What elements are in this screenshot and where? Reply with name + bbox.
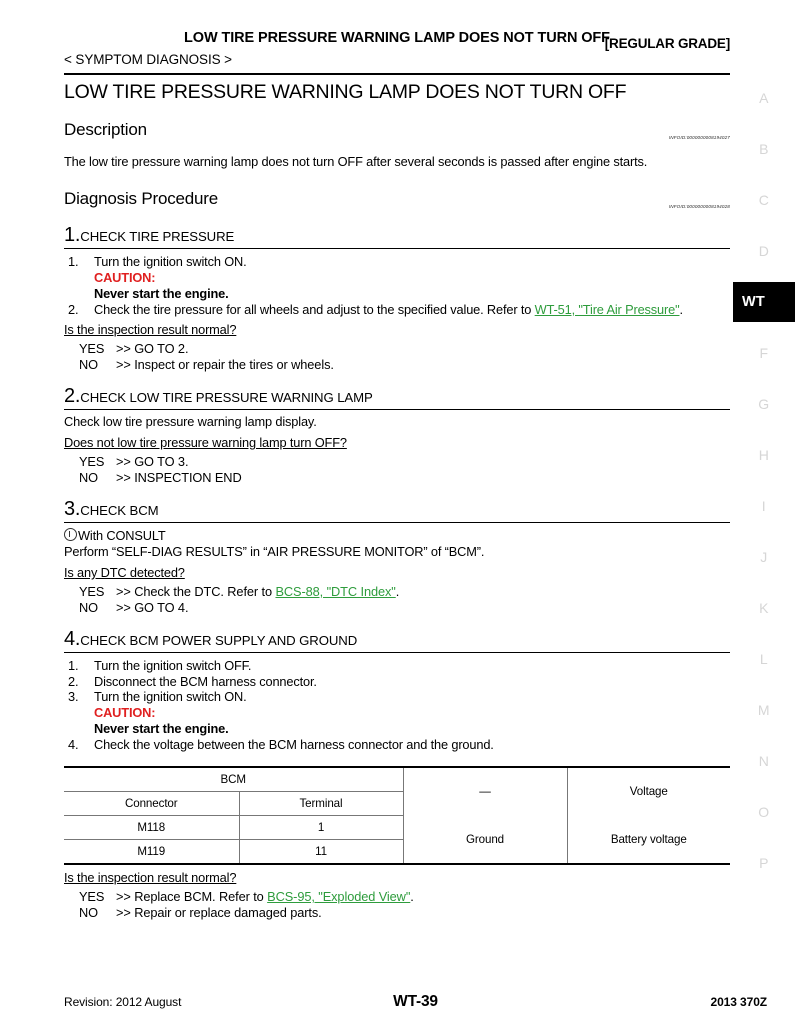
- instruction-marker: 2.: [68, 301, 79, 317]
- cell-connector: M118: [64, 816, 239, 840]
- answer-text: >> Replace BCM. Refer to: [116, 889, 268, 904]
- page-footer: [64, 993, 767, 1013]
- instruction-marker: 2.: [68, 673, 79, 689]
- answer-row: [64, 600, 730, 616]
- caution-label: CAUTION:: [94, 269, 156, 285]
- index-tab-j[interactable]: J: [760, 549, 768, 565]
- instruction-item: [64, 689, 730, 705]
- table-header-row: [64, 767, 730, 792]
- answer-row: [64, 584, 730, 600]
- step-heading: [64, 498, 730, 521]
- answer-key: YES: [79, 889, 105, 904]
- instruction-text: Check the tire pressure for all wheels and adjust to the specified value. Refer to: [94, 301, 535, 317]
- step-number: 2.: [64, 385, 81, 407]
- step-rule: [64, 652, 730, 653]
- cell-connector: M119: [64, 840, 239, 865]
- instruction-text: Turn the ignition switch OFF.: [94, 658, 252, 673]
- diagnosis-title: Diagnosis Procedure: [64, 189, 219, 208]
- answer-row: [64, 454, 730, 470]
- index-tab-i[interactable]: I: [761, 498, 767, 514]
- step-answers: [64, 584, 730, 615]
- index-tab-m[interactable]: M: [757, 702, 771, 718]
- answer-key: NO: [79, 356, 98, 372]
- bcm-voltage-table: [64, 766, 730, 865]
- step-heading: [64, 224, 730, 247]
- step-label: CHECK BCM: [80, 503, 159, 518]
- description-title: Description: [64, 120, 147, 139]
- index-tab-f[interactable]: F: [759, 345, 769, 361]
- step-answers: [64, 454, 730, 485]
- grade-tag: [REGULAR GRADE]: [604, 36, 730, 51]
- instruction-marker: 4.: [68, 736, 79, 752]
- footer-revision: Revision: 2012 August: [64, 995, 182, 1009]
- step-answers: [64, 889, 730, 920]
- index-tab-o[interactable]: O: [758, 804, 770, 820]
- answer-text: >> Inspect or repair the tires or wheels.: [116, 356, 334, 372]
- answer-key: YES: [79, 454, 105, 469]
- index-tab-h[interactable]: H: [758, 447, 770, 463]
- cell-battery-voltage: Battery voltage: [567, 816, 730, 865]
- index-tab-k[interactable]: K: [759, 600, 769, 616]
- step-answers: [64, 341, 730, 372]
- description-heading-row: [64, 120, 730, 142]
- step-label: CHECK LOW TIRE PRESSURE WARNING LAMP: [80, 390, 373, 405]
- cross-reference-link[interactable]: BCS-88, "DTC Index": [275, 584, 396, 599]
- answer-text: >> GO TO 2.: [116, 341, 189, 356]
- step-question: Does not low tire pressure warning lamp turn OFF?: [64, 435, 347, 450]
- with-consult-line: [64, 528, 730, 544]
- header-rule: [64, 73, 730, 75]
- answer-tail: .: [395, 584, 400, 599]
- page-content: [64, 0, 730, 920]
- caution-label: CAUTION:: [94, 704, 156, 720]
- answer-key: NO: [79, 904, 98, 920]
- description-text: The low tire pressure warning lamp does not turn OFF after several seconds is passed after engine starts.: [64, 154, 648, 169]
- document-title: LOW TIRE PRESSURE WARNING LAMP DOES NOT TURN OFF: [184, 30, 610, 46]
- description-infoid: INFOID:0000000008194027: [668, 135, 730, 140]
- step-label: CHECK TIRE PRESSURE: [80, 229, 235, 244]
- answer-text: >> Repair or replace damaged parts.: [116, 904, 322, 920]
- cell-ground: Ground: [403, 816, 567, 865]
- answer-text: >> Check the DTC. Refer to: [116, 584, 276, 599]
- answer-row: [64, 341, 730, 357]
- instruction-tail: .: [679, 301, 683, 317]
- instruction-text: Check the voltage between the BCM harness connector and the ground.: [94, 736, 494, 752]
- answer-key: YES: [79, 341, 105, 356]
- table-row: [64, 816, 730, 840]
- answer-key: NO: [79, 469, 98, 485]
- cell-terminal: 11: [239, 840, 403, 865]
- step-instruction-list: [64, 658, 730, 752]
- step-body-text: Check low tire pressure warning lamp display.: [64, 414, 317, 429]
- step-heading: [64, 385, 730, 408]
- with-consult-label: With CONSULT: [78, 528, 166, 543]
- step-question: Is the inspection result normal?: [64, 322, 237, 337]
- footer-page-number: WT-39: [393, 993, 438, 1010]
- footer-model-year: 2013 370Z: [710, 995, 767, 1009]
- instruction-text: Turn the ignition switch ON.: [94, 689, 247, 704]
- index-tab-p[interactable]: P: [759, 855, 769, 871]
- table-voltage-header: Voltage: [567, 767, 730, 816]
- step-rule: [64, 522, 730, 523]
- step-question: Is the inspection result normal?: [64, 870, 237, 885]
- instruction-marker: 1.: [68, 658, 79, 673]
- caution-body: Never start the engine.: [94, 285, 229, 301]
- instruction-marker: 1.: [68, 254, 79, 269]
- answer-key: NO: [79, 599, 98, 615]
- index-tab-c[interactable]: C: [758, 192, 770, 208]
- step-heading: [64, 628, 730, 651]
- caution-block: [64, 705, 730, 737]
- consult-tool-icon: [64, 528, 77, 541]
- instruction-item: [64, 658, 730, 674]
- caution-body: Never start the engine.: [94, 720, 229, 736]
- caution-block: [64, 270, 730, 302]
- page-heading: LOW TIRE PRESSURE WARNING LAMP DOES NOT TURN OFF: [64, 81, 627, 103]
- instruction-text: Disconnect the BCM harness connector.: [94, 673, 317, 689]
- answer-row: [64, 357, 730, 373]
- step-question: Is any DTC detected?: [64, 565, 185, 580]
- step-label: CHECK BCM POWER SUPPLY AND GROUND: [80, 633, 358, 648]
- index-rail: [733, 78, 795, 888]
- instruction-item: [64, 737, 730, 753]
- table-dash-header: —: [403, 767, 567, 816]
- cross-reference-link[interactable]: BCS-95, "Exploded View": [267, 889, 411, 904]
- index-tab-l[interactable]: L: [759, 651, 769, 667]
- diagnosis-heading-row: [64, 189, 730, 211]
- step-rule: [64, 409, 730, 410]
- step-number: 3.: [64, 498, 81, 520]
- instruction-item: [64, 254, 730, 270]
- index-tab-a[interactable]: A: [759, 90, 769, 106]
- cross-reference-link[interactable]: WT-51, "Tire Air Pressure": [534, 301, 680, 317]
- instruction-marker: 3.: [68, 689, 79, 704]
- instruction-text: Turn the ignition switch ON.: [94, 254, 247, 269]
- step-number: 4.: [64, 628, 81, 650]
- table-col-terminal: Terminal: [239, 792, 403, 816]
- table-group-header: BCM: [64, 767, 403, 792]
- cell-terminal: 1: [239, 816, 403, 840]
- answer-text: >> INSPECTION END: [116, 469, 242, 485]
- answer-key: YES: [79, 584, 105, 599]
- step-instruction-list: [64, 254, 730, 317]
- index-tab-d[interactable]: D: [758, 243, 770, 259]
- index-tab-wt[interactable]: WT: [733, 282, 795, 322]
- answer-text: >> GO TO 4.: [116, 599, 189, 615]
- answer-text: >> GO TO 3.: [116, 454, 189, 469]
- section-tag: < SYMPTOM DIAGNOSIS >: [64, 52, 232, 67]
- diagnosis-steps: [64, 224, 730, 752]
- instruction-item: [64, 674, 730, 690]
- index-tab-n[interactable]: N: [758, 753, 770, 769]
- answer-tail: .: [410, 889, 414, 904]
- index-tab-g[interactable]: G: [758, 396, 770, 412]
- final-judgement: [64, 865, 730, 920]
- instruction-item: [64, 302, 730, 318]
- answer-row: [64, 889, 730, 905]
- step-rule: [64, 248, 730, 249]
- step-number: 1.: [64, 224, 81, 246]
- index-tab-b[interactable]: B: [759, 141, 769, 157]
- answer-row: [64, 470, 730, 486]
- answer-row: [64, 905, 730, 921]
- diagnosis-infoid: INFOID:0000000008194028: [668, 204, 730, 209]
- table-col-connector: Connector: [64, 792, 239, 816]
- step-body-text: Perform “SELF-DIAG RESULTS” in “AIR PRESSURE MONITOR” of “BCM”.: [64, 544, 485, 559]
